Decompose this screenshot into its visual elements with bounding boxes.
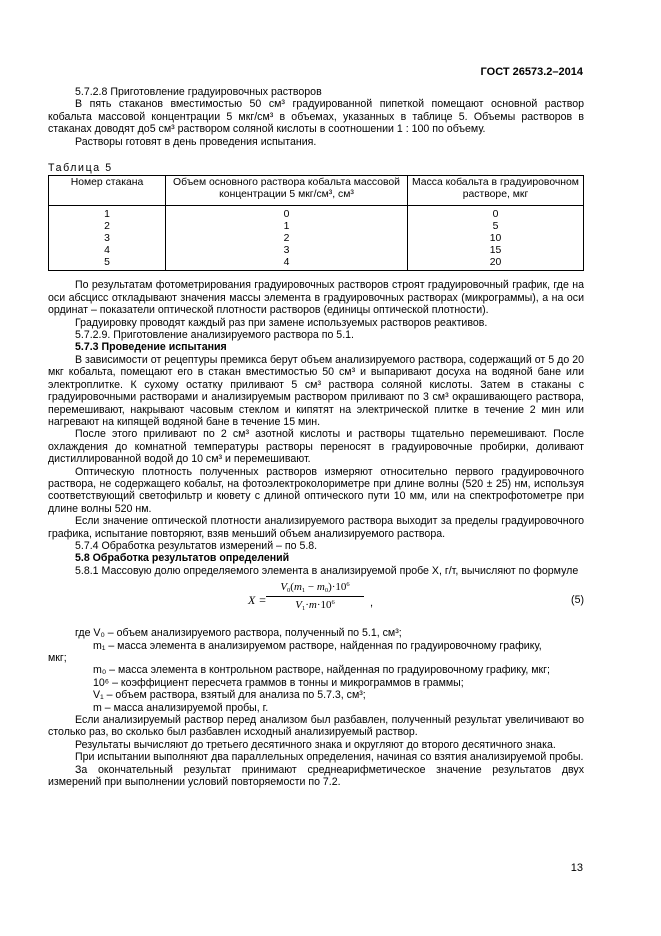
table-cell: 1 (104, 209, 110, 221)
table-header-glass-number: Номер стакана (49, 176, 166, 206)
paragraph-dilution: Если анализируемый раствор перед анализом был разбавлен, полученный результат увеличивают во столько раз, во сколько был разбавлен исходный анализируемый раствор. (48, 714, 584, 739)
table-column-volume (166, 206, 408, 271)
definition-v1: V₁ – объем раствора, взятый для анализа по 5.7.3, см³; (93, 689, 366, 702)
section-573-heading: 5.7.3 Проведение испытания (75, 341, 227, 354)
table-cell: 3 (283, 245, 290, 257)
section-573-paragraph-1: В зависимости от рецептуры премикса берут объем анализируемого раствора, содержащий от 5 до 20 мкг кобальта, помещают его в стакан вместимостью 50 см³ и выпаривают досуха на водяной бане или электроплитке. К сухому остатку приливают 5 см³ раствора соляной кислоты. Затем в стаканы с градуировочными растворами и анализируемым раствором приливают по 3 см³ окрашивающего раствора, перемешивают, накрывают часовым стеклом и кипятят на электрической плитке в течение 2 мин или нагревают на кипящей водяной бане в течение 15 мин. (48, 353, 584, 428)
table-cell: 5 (104, 257, 110, 269)
definition-m1: m₁ – масса элемента в анализируемом растворе, найденная по градуировочному графику, (93, 639, 542, 652)
paragraph-final-result: За окончательный результат принимают среднеарифметическое значение результатов двух измерений при выполнении условий повторяемости по 7.2. (48, 763, 584, 789)
table-5 (48, 175, 584, 271)
formula-denominator: $V_1\cdot m\cdot 10^6$ (295, 598, 335, 612)
table-column-mass (408, 206, 584, 271)
document-header: ГОСТ 26573.2–2014 (480, 66, 583, 78)
table-cell: 0 (492, 209, 499, 221)
section-573-paragraph-2: После этого приливают по 2 см³ азотной кислоты и растворы тщательно перемешивают. После охлаждения до комнатной температуры растворы переносят в градуировочные пробирки, доливают дистиллированной водой до 10 см³ и перемешивают. (48, 428, 584, 466)
table-header-mass: Масса кобальта в градуировочном растворе, мкг (408, 176, 584, 206)
table-cell: 5 (492, 221, 499, 233)
section-573-paragraph-3: Оптическую плотность полученных растворов измеряют относительно первого градуировочного раствора, не содержащего кобальт, на фотоэлектроколориметре при длине волны (520 ± 25) нм, используя соответствующий светофильтр и кювету с длиной оптического пути 10 мм, или на спектрофотометре при длине волны 520 нм. (48, 465, 584, 515)
formula-fraction (266, 581, 364, 611)
table-cell: 3 (104, 233, 110, 245)
table-column-glass-number (49, 206, 166, 271)
paragraph-rounding: Результаты вычисляют до третьего десятичного знака и округляют до второго десятичного знака. (75, 738, 556, 751)
table-cell: 4 (283, 257, 290, 269)
table-cell: 2 (283, 233, 290, 245)
section-581-paragraph: 5.8.1 Массовую долю определяемого элемента в анализируемой пробе X, г/т, вычисляют по формуле (75, 564, 579, 577)
formula-5 (48, 581, 584, 623)
table-cell: 15 (489, 245, 502, 257)
formula-lhs: X = (248, 593, 267, 608)
paragraph-calibration-graph: По результатам фотометрирования градуировочных растворов строят градуировочный график, где на оси абсцисс откладывают значения массы элемента в градуировочных растворах (микрограммы), а на оси ординат – показатели оптической плотности растворов (единицы оптической плотности). (48, 279, 584, 317)
table-cell: 20 (489, 257, 502, 269)
definition-m1-continuation: мкг; (48, 652, 67, 664)
table-header-row (49, 176, 584, 206)
table-cell: 2 (104, 221, 110, 233)
page-number: 13 (570, 862, 583, 874)
paragraph-recalibration: Градуировку проводят каждый раз при замене используемых растворов реактивов. (75, 316, 488, 329)
formula-number: (5) (571, 594, 584, 607)
formula-comma: , (370, 597, 374, 610)
definition-v0: где V₀ – объем анализируемого раствора, полученный по 5.1, см³; (75, 627, 402, 640)
section-5728-title: 5.7.2.8 Приготовление градуировочных растворов (75, 86, 322, 98)
definition-m0: m₀ – масса элемента в контрольном растворе, найденная по градуировочному графику, мкг; (93, 664, 550, 677)
definition-m: m – масса анализируемой пробы, г. (93, 701, 269, 714)
section-574: 5.7.4 Обработка результатов измерений – по 5.8. (75, 539, 318, 552)
paragraph-parallel: При испытании выполняют два параллельных определения, начиная со взятия анализируемой пробы. (75, 751, 584, 764)
section-5729: 5.7.2.9. Приготовление анализируемого раствора по 5.1. (75, 329, 354, 342)
table-caption: Таблица 5 (48, 162, 113, 175)
section-5728-paragraph-2: Растворы готовят в день проведения испытания. (75, 135, 317, 148)
document-body (48, 86, 584, 788)
table-body-row (49, 206, 584, 271)
table-cell: 0 (283, 209, 290, 221)
formula-numerator: $V_0(m_1 - m_0)\cdot 10^6$ (266, 581, 364, 596)
section-573-paragraph-4: Если значение оптической плотности анализируемого раствора выходит за пределы градуировочного графика, испытание повторяют, взяв меньший объем анализируемого раствора. (48, 515, 584, 540)
table-header-volume: Объем основного раствора кобальта массовой концентрации 5 мкг/см³, см³ (166, 176, 408, 206)
definition-10-6: 10⁶ – коэффициент пересчета граммов в тонны и микрограммов в граммы; (93, 676, 464, 689)
table-cell: 4 (104, 245, 110, 257)
table-cell: 10 (489, 233, 502, 245)
table-cell: 1 (283, 221, 290, 233)
section-58-heading: 5.8 Обработка результатов определений (75, 552, 290, 565)
section-5728-paragraph-1: В пять стаканов вместимостью 50 см³ градуированной пипеткой помещают основной раствор кобальта массовой концентрации 5 мкг/см³ в объемах, указанных в таблице 5. Объемы растворов в стаканах доводят до5 см³ раствором соляной кислоты в соотношении 1 : 100 по объему. (48, 98, 584, 136)
